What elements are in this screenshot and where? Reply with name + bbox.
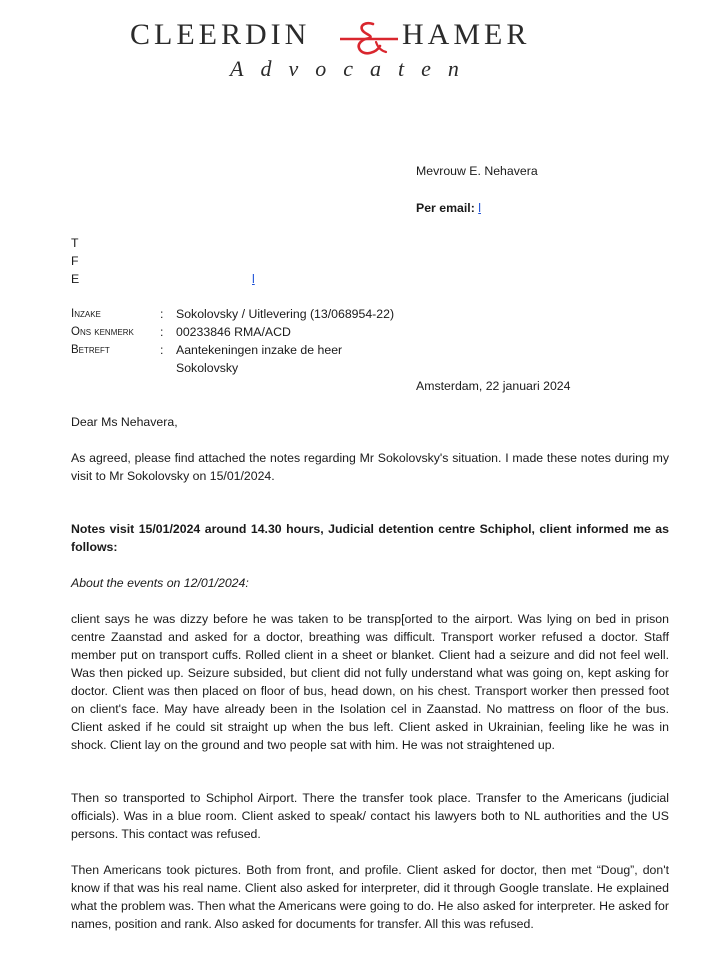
meta-colon: :	[160, 307, 164, 321]
events-heading: About the events on 12/01/2024:	[71, 576, 249, 590]
ampersand-logo-icon	[340, 18, 398, 58]
per-email-label: Per email:	[416, 201, 475, 215]
meta-value-betreft-2: Sokolovsky	[176, 361, 239, 375]
meta-colon: :	[160, 325, 164, 339]
meta-label-betreft: Betreft	[71, 344, 110, 356]
per-email-link[interactable]: l	[478, 201, 481, 215]
per-email-line	[416, 199, 481, 217]
notes-heading: Notes visit 15/01/2024 around 14.30 hours, Judicial detention centre Schiphol, client informed me as follows:	[71, 522, 669, 554]
meta-value-kenmerk: 00233846 RMA/ACD	[176, 325, 291, 339]
recipient-name: Mevrouw E. Nehavera	[416, 164, 538, 178]
firm-name-left: CLEERDIN	[130, 18, 311, 51]
meta-label-inzake: Inzake	[71, 308, 101, 320]
firm-subtitle: Advocaten	[230, 56, 476, 81]
place-date: Amsterdam, 22 januari 2024	[416, 379, 571, 393]
letterhead	[0, 12, 703, 82]
salutation: Dear Ms Nehavera,	[71, 415, 178, 429]
meta-colon: :	[160, 343, 164, 357]
body-paragraph-3: Then Americans took pictures. Both from front, and profile. Client asked for doctor, then met “Doug”, don't know if that was his real name. Client also asked for interpreter, did it through Google translate. He explained what the problem was. Then what the Americans were going to do. He also asked for interpreter. He asked for names, position and rank. Also asked for documents for transfer. All this was refused.	[71, 863, 669, 931]
body-paragraph-2: Then so transported to Schiphol Airport. There the transfer took place. Transfer to the Americans (judicial officials). Was in a blue room. Client asked to speak/ contact his lawyers both to NL authorities and the US persons. This contact was refused.	[71, 791, 669, 841]
body-paragraph-1: client says he was dizzy before he was taken to be transp[orted to the airport. Was lying on bed in prison centre Zaanstad and asked for a doctor, breathing was difficult. Transport worker refused a doctor. Staff member put on transport cuffs. Rolled client in a sheet or blanket. Client had a seizure and did not feel well. Was then picked up. Seizure subsided, but client did not fully understand what was going on, kept asking for doctor. Client was then placed on floor of bus, head down, on his chest. Transport worker then pressed foot on client's face. May have already been in the Isolation cel in Zaanstad. No mattress on floor of the bus. Client asked if he could sit straight up when the bus left. Client asked in Ukrainian, feeling like he was in shock. Client lay on the ground and two people sat with him. He was not straightened up.	[71, 612, 669, 752]
intro-paragraph: As agreed, please find attached the notes regarding Mr Sokolovsky's situation. I made these notes during my visit to Mr Sokolovsky on 15/01/2024.	[71, 451, 669, 483]
contact-t: T	[71, 236, 79, 250]
contact-f: F	[71, 254, 79, 268]
meta-value-inzake: Sokolovsky / Uitlevering (13/068954-22)	[176, 307, 395, 321]
meta-value-betreft: Aantekeningen inzake de heer	[176, 343, 343, 357]
contact-e: E	[71, 272, 80, 286]
contact-email-link[interactable]: l	[252, 272, 255, 286]
firm-name-right: HAMER	[402, 18, 531, 51]
meta-label-kenmerk: Ons kenmerk	[71, 326, 134, 338]
